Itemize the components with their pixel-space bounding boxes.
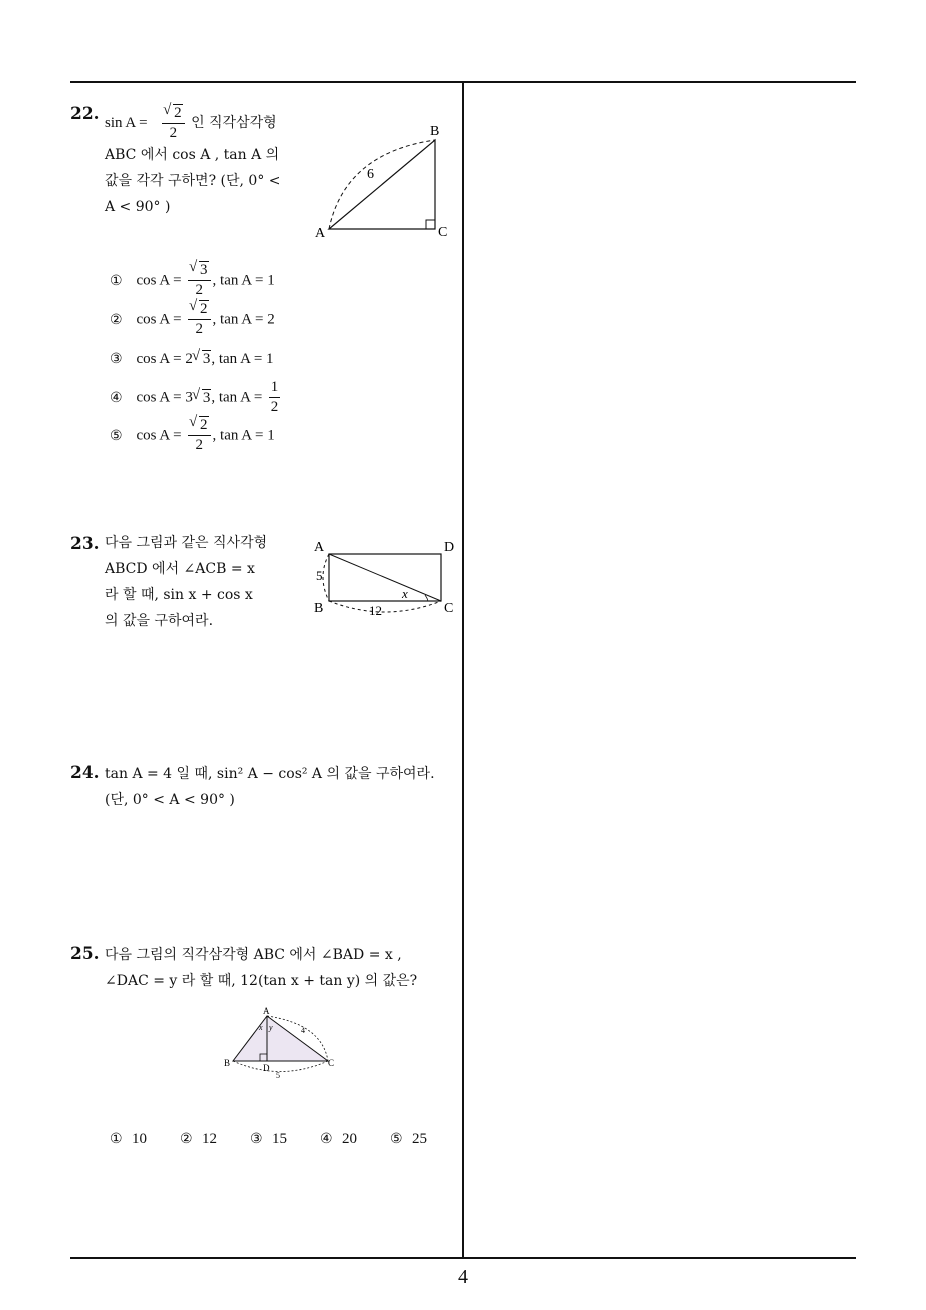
side-length-6: 6	[367, 167, 374, 182]
q22-line2: ABC 에서 cos A , tan A 의	[105, 147, 280, 163]
q22-line1-rest: 인 직각삼각형	[191, 115, 277, 131]
angle-y: y	[269, 1023, 273, 1032]
q22-option-5[interactable]: ⑤ cos A = √ $\frac{2}{2}$ , tan A = 1	[110, 418, 275, 453]
q25-line2: ∠DAC = y 라 할 때, 12(tan x + tan y) 의 값은?	[105, 973, 418, 989]
q25-option-1[interactable]: ① 10	[110, 1131, 147, 1147]
q24-number: 24.	[70, 763, 100, 783]
vertex-c: C	[438, 225, 448, 240]
q22-line4: A < 90° )	[105, 199, 171, 215]
vertex-a: A	[314, 540, 325, 555]
q25-triangle-figure	[220, 1004, 345, 1082]
side-length-5: 5	[276, 1071, 280, 1080]
q23-line1: 다음 그림과 같은 직사각형	[105, 535, 268, 551]
q22-option-1[interactable]: ① cos A = √ $\frac{3}{2}$ , tan A = 1	[110, 263, 275, 298]
angle-x-arc	[425, 595, 428, 601]
q23-line2: ABCD 에서 ∠ACB = x	[105, 561, 255, 577]
triangle-abc	[329, 140, 435, 229]
side-length-4: 4	[301, 1026, 305, 1035]
page-number: 4	[458, 1266, 468, 1288]
q25-option-3[interactable]: ③ 15	[250, 1131, 287, 1147]
q25-text	[105, 942, 455, 994]
q22-option-2[interactable]: ② cos A = √ $\frac{2}{2}$ , tan A = 2	[110, 302, 275, 337]
q22-text	[105, 104, 305, 220]
vertex-a: A	[315, 226, 326, 241]
q22-line3: 값을 각각 구하면? (단, 0° <	[105, 173, 281, 189]
vertex-b: B	[430, 124, 440, 139]
vertex-d: D	[263, 1063, 270, 1073]
triangle-abc	[233, 1016, 328, 1061]
q23-text	[105, 530, 305, 634]
q25-option-2[interactable]: ② 12	[180, 1131, 217, 1147]
vertex-d: D	[444, 540, 455, 555]
q25-option-4[interactable]: ④ 20	[320, 1131, 357, 1147]
angle-x: x	[259, 1023, 263, 1032]
vertex-b: B	[224, 1058, 231, 1068]
q22-option-4[interactable]: ④ cos A = 3√ 3, tan A = $\frac{1}{2}$	[110, 380, 282, 415]
q22-option-3[interactable]: ③ cos A = 2√ 3, tan A = 1	[110, 351, 274, 368]
vertex-c: C	[444, 601, 454, 616]
vertex-b: B	[314, 601, 324, 616]
q25-number: 25.	[70, 944, 100, 964]
q22-triangle-figure	[305, 115, 465, 245]
q23-rectangle-figure	[305, 535, 465, 625]
q22-line1	[105, 104, 305, 142]
q24-text	[105, 761, 455, 813]
q24-line1: tan A = 4 일 때, sin² A − cos² A 의 값을 구하여라.	[105, 766, 435, 782]
q23-line3: 라 할 때, sin x + cos x	[105, 587, 253, 603]
column-divider	[462, 82, 464, 1258]
side-length-12: 12	[369, 603, 382, 618]
diagonal-ac	[329, 554, 441, 601]
angle-label-x: x	[402, 586, 408, 601]
q22-number: 22.	[70, 104, 100, 124]
q25-line1: 다음 그림의 직각삼각형 ABC 에서 ∠BAD = x ,	[105, 947, 402, 963]
q22-prefix: sin A =	[105, 115, 148, 131]
vertex-c: C	[328, 1058, 335, 1068]
side-bc-dashed-arc	[329, 601, 441, 612]
right-angle-mark	[426, 220, 435, 229]
bottom-rule	[70, 1257, 856, 1259]
side-length-5: 5	[316, 568, 323, 583]
side-ab-dashed-arc	[323, 554, 329, 601]
vertex-a: A	[263, 1006, 270, 1016]
side-bc-dashed-arc	[233, 1061, 328, 1072]
q23-number: 23.	[70, 534, 100, 554]
q24-line2: (단, 0° < A < 90° )	[105, 792, 235, 808]
q25-option-5[interactable]: ⑤ 25	[390, 1131, 427, 1147]
q22-fraction: √ $\frac{2}{2}$	[162, 106, 185, 141]
q23-line4: 의 값을 구하여라.	[105, 613, 214, 629]
